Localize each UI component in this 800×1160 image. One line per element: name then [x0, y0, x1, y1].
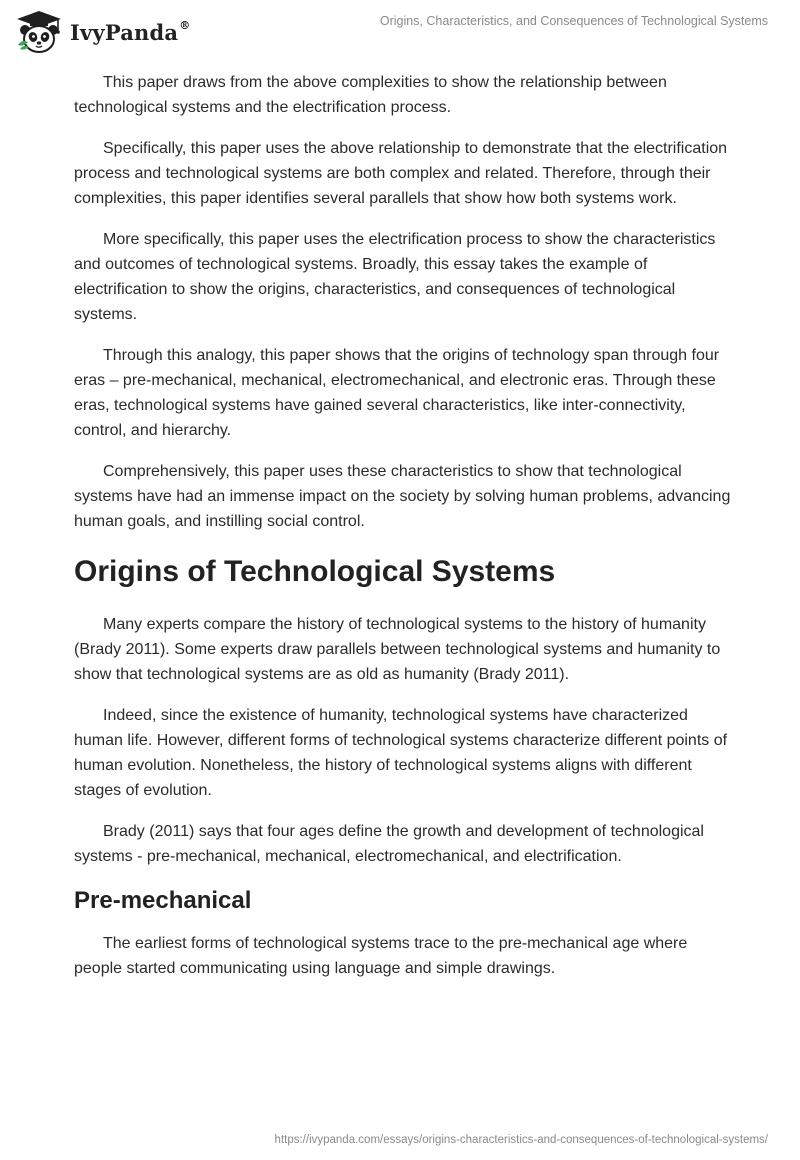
paragraph: Through this analogy, this paper shows that the origins of technology span through four eras – pre-mechanical, mechanical, electromechanical, and electronic eras. Through these eras, technological systems have gained several characteristics, like inter-connectivity, control, and hierarchy. [74, 347, 720, 439]
paragraph: Many experts compare the history of technological systems to the history of humanity (Brady 2011). Some experts draw parallels between technological systems and humanity to show that technological systems are as old as humanity (Brady 2011). [74, 616, 721, 683]
logo[interactable] [14, 8, 190, 56]
source-url[interactable]: https://ivypanda.com/essays/origins-characteristics-and-consequences-of-technological-systems/ [274, 1134, 768, 1146]
registered-mark: ® [179, 18, 191, 32]
paragraph: Comprehensively, this paper uses these characteristics to show that technological systems have had an immense impact on the society by solving human problems, advancing human goals, and instilling social control. [74, 463, 731, 530]
paragraph: More specifically, this paper uses the electrification process to show the characteristics and outcomes of technological systems. Broadly, this essay takes the example of electrification to show the origins, characteristics, and consequences of technological systems. [74, 231, 716, 323]
essay-content [74, 70, 734, 997]
brand-name [70, 20, 190, 45]
paragraph: The earliest forms of technological systems trace to the pre-mechanical age where people started communicating using language and simple drawings. [74, 935, 688, 977]
subsection-heading: Pre-mechanical [74, 887, 252, 914]
page-header [0, 0, 800, 64]
paragraph: Brady (2011) says that four ages define the growth and development of technological systems - pre-mechanical, mechanical, electromechanical, and electrification. [74, 823, 704, 865]
brand-text: IvyPanda [70, 19, 179, 45]
paragraph: This paper draws from the above complexities to show the relationship between technological systems and the electrification process. [74, 74, 667, 116]
paragraph: Indeed, since the existence of humanity, technological systems have characterized human life. However, different forms of technological systems characterize different points of human evolution. Nonetheless, the history of technological systems aligns with different stages of evolution. [74, 707, 728, 799]
paragraph: Specifically, this paper uses the above relationship to demonstrate that the electrification process and technological systems are both complex and related. Therefore, through their complexities, this paper identifies several parallels that show how both systems work. [74, 140, 728, 207]
panda-graduate-icon [14, 9, 64, 55]
document-title: Origins, Characteristics, and Consequences of Technological Systems [379, 14, 768, 28]
section-heading: Origins of Technological Systems [74, 555, 556, 588]
